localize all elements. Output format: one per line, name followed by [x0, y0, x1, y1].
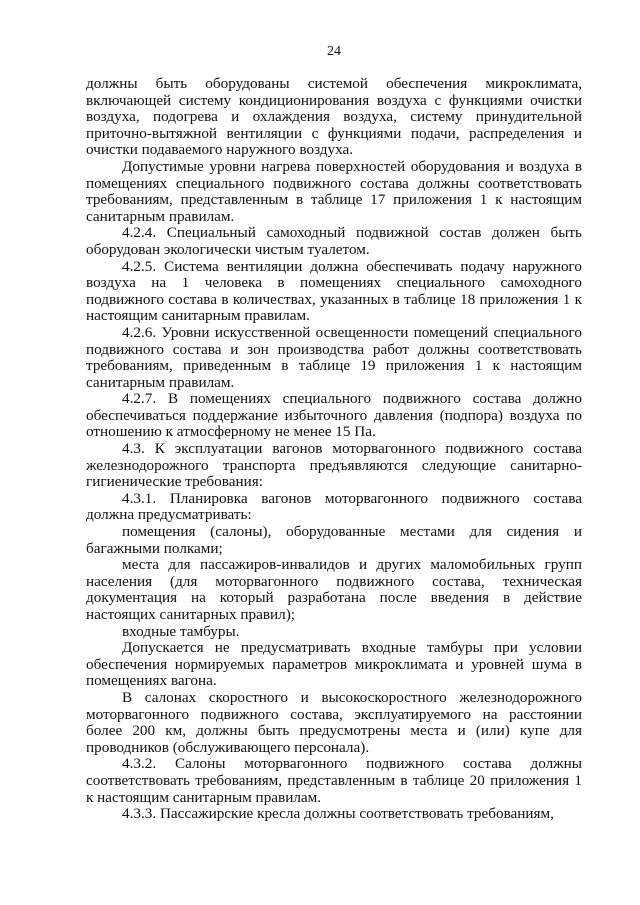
paragraph-1: должны быть оборудованы системой обеспечения микроклимата, включающей систему кондиционирования воздуха с функциями очистки воздуха, подогрева и охлаждения воздуха, систему принудительной приточно-вытяжной вентиляции с функциями подачи, распределения и очистки подаваемого наружного воздуха.	[86, 75, 582, 159]
paragraph-4: 4.2.5. Система вентиляции должна обеспечивать подачу наружного воздуха на 1 человека в помещениях специального самоходного подвижного состава в количествах, указанных в таблице 18 приложения 1 к настоящим санитарным правилам.	[86, 257, 582, 325]
document-body	[86, 76, 582, 823]
page-number: 24	[327, 44, 341, 59]
paragraph-9: помещения (салоны), оборудованные местами для сидения и багажными полками;	[86, 523, 582, 557]
paragraph-7: 4.3. К эксплуатации вагонов моторвагонного подвижного состава железнодорожного транспорта предъявляются следующие санитарно-гигиенические требования:	[86, 440, 582, 491]
paragraph-10: места для пассажиров-инвалидов и других маломобильных групп населения (для моторвагонного подвижного состава, техническая документация на который разработана после введения в действие настоящих санитарных правил);	[86, 556, 582, 623]
paragraph-3: 4.2.4. Специальный самоходный подвижной состав должен быть оборудован экологически чистым туалетом.	[86, 224, 582, 258]
paragraph-12: Допускается не предусматривать входные тамбуры при условии обеспечения нормируемых параметров микроклимата и уровней шума в помещениях вагона.	[86, 639, 582, 690]
paragraph-14: 4.3.2. Салоны моторвагонного подвижного состава должны соответствовать требованиям, представленным в таблице 20 приложения 1 к настоящим санитарным правилам.	[86, 755, 582, 806]
paragraph-11: входные тамбуры.	[122, 622, 240, 640]
paragraph-8: 4.3.1. Планировка вагонов моторвагонного подвижного состава должна предусматривать:	[86, 489, 582, 524]
paragraph-15: 4.3.3. Пассажирские кресла должны соответствовать требованиям,	[122, 805, 554, 823]
paragraph-5: 4.2.6. Уровни искусственной освещенности помещений специального подвижного состава и зон производства работ должны соответствовать требованиям, приведенным в таблице 19 приложения 1 к настоящим санитарным правилам.	[86, 323, 582, 391]
paragraph-13: В салонах скоростного и высокоскоростного железнодорожного моторвагонного подвижного состава, эксплуатируемого на расстоянии более 200 км, должны быть предусмотрены места и (или) купе для проводников (обслуживающего персонала).	[86, 688, 582, 756]
paragraph-2: Допустимые уровни нагрева поверхностей оборудования и воздуха в помещениях специального подвижного состава должны соответствовать требованиям, представленным в таблице 17 приложения 1 к настоящим санитарным правилам.	[86, 157, 582, 225]
paragraph-6: 4.2.7. В помещениях специального подвижного состава должно обеспечиваться поддержание избыточного давления (подпора) воздуха по отношению к атмосферному не менее 15 Па.	[86, 390, 582, 441]
